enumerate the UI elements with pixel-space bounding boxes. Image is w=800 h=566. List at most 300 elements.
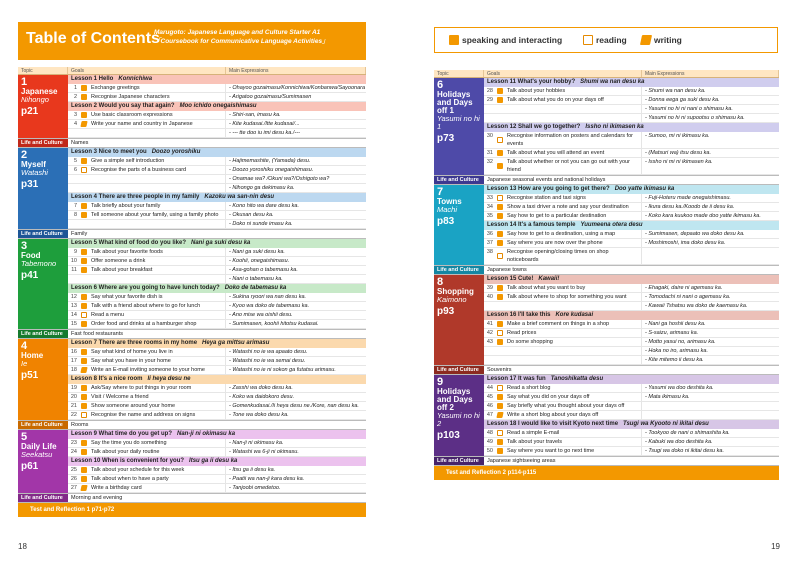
topic-japanese: Yasumi no hi 1	[437, 114, 480, 131]
goal-text: Talk about your breakfast	[89, 266, 226, 274]
topic-number: 9	[437, 376, 444, 388]
main-expression: - Kawaii Tshatsu wa doko de kaemasu ka.	[645, 303, 748, 309]
goal-text: Say how to get to a destination, using a map	[505, 230, 642, 238]
topic-japanese: Ie	[21, 359, 28, 368]
goal-icon-cell	[79, 266, 89, 274]
goal-icon-cell	[79, 184, 89, 192]
topic-number: 2	[21, 149, 28, 161]
goal-text: Say briefly what you thought about your days off	[505, 402, 642, 410]
main-expression: - Gomenkudasai./Ii heya desu ne./Kore, nan desu ka.	[229, 403, 359, 409]
main-expression: - Kono hito wa dare desu ka.	[229, 203, 300, 209]
topic-cell	[18, 239, 68, 329]
goal-text	[505, 114, 642, 122]
main-expression: - Asa-gohan o tabemasu ka.	[229, 267, 298, 273]
topic-page: p93	[437, 306, 455, 317]
goal-icon-cell	[495, 105, 505, 113]
goal-text: Say where you want to go next time	[505, 447, 642, 455]
lesson-title	[484, 185, 779, 194]
goal-number: 42	[486, 330, 493, 336]
life-and-culture-label: Life and Culture	[18, 494, 68, 502]
topic-number: 3	[21, 240, 28, 252]
main-expression: - Tanjoobi omedetoo.	[229, 485, 281, 491]
goal-row	[484, 293, 779, 302]
goal-text: Say what kind of home you live in	[89, 348, 226, 356]
goal-icon-cell	[495, 293, 505, 301]
col-expressions: Main Expressions	[642, 70, 779, 77]
lesson-title-text: Lesson 14 It's a famous temple	[487, 222, 576, 228]
toc-table-left	[18, 67, 366, 517]
topic-cell	[18, 339, 68, 420]
goal-row	[68, 302, 366, 311]
topic-number: 1	[21, 76, 28, 88]
goal-row	[68, 184, 366, 193]
col-goals: Goals	[68, 67, 226, 74]
goal-text: Use basic classroom expressions	[89, 111, 226, 119]
topic-lessons	[484, 275, 779, 365]
goal-row	[484, 284, 779, 293]
lesson-title-japanese: Ii heya desu ne	[147, 376, 191, 382]
page-number-left: 18	[18, 542, 27, 551]
lesson-title-japanese: Doo yatte ikimasu ka	[614, 186, 675, 192]
goal-number	[68, 175, 79, 183]
speaking-icon	[81, 85, 87, 91]
life-and-culture-value: Japanese seasonal events and national holidays	[487, 177, 606, 183]
goal-icon-cell	[79, 320, 89, 328]
lesson-title-japanese: Doko de tabemasu ka	[224, 285, 287, 291]
speaking-icon	[497, 321, 503, 327]
life-and-culture-value: Souvenirs	[487, 367, 512, 373]
goal-text: Talk briefly about your family	[89, 202, 226, 210]
life-and-culture-row	[434, 266, 779, 275]
goal-text	[505, 347, 642, 355]
goal-icon-cell	[79, 111, 89, 119]
goal-icon-cell	[79, 466, 89, 474]
goal-text: Exchange greetings	[89, 84, 226, 92]
lesson-title-japanese: Issho ni ikimasen ka	[585, 124, 644, 130]
lesson-title-text: Lesson 3 Nice to meet you	[71, 149, 147, 155]
goal-row	[68, 111, 366, 120]
main-expression: - Tone wa doko desu ka.	[229, 412, 289, 418]
topic-group	[18, 339, 366, 421]
topic-japanese: Nihongo	[21, 95, 49, 104]
goal-text	[505, 356, 642, 364]
goal-number: 14	[70, 312, 77, 318]
goal-row	[68, 202, 366, 211]
main-expression: - Tsugi wa doko ni ikitai desu ka.	[645, 448, 724, 454]
goal-text: Do some shopping	[505, 338, 642, 346]
legend-writing-label: writing	[654, 35, 682, 45]
lesson-title	[68, 375, 366, 384]
goal-icon-cell	[79, 84, 89, 92]
main-expression: - Ehagaki, daire ni agemasu ka.	[645, 285, 723, 291]
topic-page: p41	[21, 270, 39, 281]
goal-row	[484, 87, 779, 96]
writing-icon	[640, 35, 652, 45]
goal-row	[484, 302, 779, 311]
goal-number: 15	[70, 321, 77, 327]
main-expression: - Motto yasui no, arimasu ka.	[645, 339, 716, 345]
goal-row	[484, 194, 779, 203]
goal-row	[484, 239, 779, 248]
life-and-culture-row	[18, 330, 366, 339]
topic-group	[18, 239, 366, 330]
goal-number: 22	[70, 412, 77, 418]
reading-icon	[497, 330, 503, 336]
main-expression: - Sumimasen, koohii hitotsu kudasai.	[229, 321, 319, 327]
goal-icon-cell	[79, 384, 89, 392]
goal-row	[484, 105, 779, 114]
goal-row	[484, 447, 779, 456]
goal-row	[484, 438, 779, 447]
main-expression: - Nihongo ga dekimasu ka.	[229, 185, 295, 191]
topic-name: Daily Life	[21, 442, 57, 451]
life-and-culture-value: Fast food restaurants	[71, 331, 123, 337]
goal-row	[484, 158, 779, 175]
main-expression: - Sumoo, mi ni ikimasu ka.	[645, 133, 710, 139]
lesson-title-japanese: Heya ga mittsu arimasu	[202, 340, 270, 346]
reading-icon	[497, 385, 503, 391]
goal-icon-cell	[495, 302, 505, 310]
goal-row	[68, 93, 366, 102]
speaking-icon	[81, 358, 87, 364]
subtitle-line-2: 「Coursebook for Communicative Language Activities」	[154, 38, 329, 45]
goal-icon-cell	[79, 448, 89, 456]
speaking-icon	[81, 258, 87, 264]
main-expression: - Issho ni mi ni ikimasen ka.	[645, 159, 713, 165]
goal-row	[68, 402, 366, 411]
life-and-culture-row	[18, 230, 366, 239]
life-and-culture-row	[434, 457, 779, 466]
goal-icon-cell	[495, 429, 505, 437]
goal-row	[68, 275, 366, 284]
goal-text: Make a brief comment on things in a shop	[505, 320, 642, 328]
goal-icon-cell	[79, 293, 89, 301]
goal-text: Talk about when to have a party	[89, 475, 226, 483]
goal-row	[484, 203, 779, 212]
main-expression: - Sumimasen, depaato wa doko desu ka.	[645, 231, 745, 237]
speaking-icon	[81, 294, 87, 300]
goal-icon-cell	[495, 239, 505, 247]
goal-number: 6	[73, 167, 77, 173]
goal-text: Recognise Japanese characters	[89, 93, 226, 101]
reading-icon	[497, 430, 503, 436]
lesson-title-japanese: Nan-ji ni okimasu ka	[177, 431, 236, 437]
lesson-title-japanese: Kore kudasai	[555, 312, 594, 318]
lesson-title-text: Lesson 2 Would you say that again?	[71, 103, 175, 109]
reading-icon	[81, 412, 87, 418]
lesson-title-text: Lesson 1 Hello	[71, 76, 114, 82]
speaking-icon	[497, 97, 503, 103]
writing-icon	[80, 485, 87, 491]
goal-text: Ask/Say where to put things in your room	[89, 384, 226, 392]
goal-text: Say how to get to a particular destination	[505, 212, 642, 220]
topic-name: Shopping	[437, 287, 474, 296]
main-expression	[642, 411, 779, 419]
goal-icon-cell	[79, 393, 89, 401]
goal-text: Say what your favorite dish is	[89, 293, 226, 301]
goal-text: Write an E-mail inviting someone to your home	[89, 366, 226, 374]
speaking-icon	[497, 163, 503, 169]
goal-row	[484, 347, 779, 356]
lesson-title-text: Lesson 6 Where are you going to have lunch today?	[71, 285, 220, 291]
life-and-culture-label: Life and Culture	[434, 366, 484, 374]
goal-icon-cell	[79, 157, 89, 165]
main-expression: - Koohii, onegaishimasu.	[229, 258, 290, 264]
speaking-icon	[81, 394, 87, 400]
goal-row	[68, 311, 366, 320]
main-expression: - Watashi no ie ni sokon ga futatsu arimasu.	[229, 367, 336, 373]
topic-number: 6	[437, 79, 444, 91]
test-and-reflection[interactable]: Test and Reflection 1 p71-p72	[18, 503, 366, 517]
main-expression: - Nani ga suki desu ka.	[229, 249, 285, 255]
goal-row	[68, 448, 366, 457]
main-expression: - Nani o tabemasu ka.	[229, 276, 283, 282]
goal-icon-cell	[79, 120, 89, 128]
goal-text: Recognise the parts of a business card	[89, 166, 226, 174]
speaking-icon	[81, 249, 87, 255]
goal-row	[68, 166, 366, 175]
goal-number: 40	[486, 294, 493, 300]
life-and-culture-value: Names	[71, 140, 89, 146]
goal-number: 24	[70, 449, 77, 455]
main-expression: - Moshimoshi, ima doko desu ka.	[645, 240, 726, 246]
speaking-icon	[81, 321, 87, 327]
topic-group	[18, 148, 366, 230]
goal-icon-cell	[79, 475, 89, 483]
main-expression: - S-saizu, arimasu ka.	[645, 330, 699, 336]
lesson-title-text: Lesson 4 There are three people in my family	[71, 194, 200, 200]
goal-icon-cell	[79, 302, 89, 310]
reading-icon	[497, 253, 503, 259]
goal-number: 25	[70, 467, 77, 473]
col-goals: Goals	[484, 70, 642, 77]
main-expression: - (Matsuri wa) itsu desu ka.	[645, 150, 712, 156]
goal-text: Recognise station and taxi signs	[505, 194, 642, 202]
topic-name: Food	[21, 251, 41, 260]
goal-icon-cell	[79, 411, 89, 419]
main-expression: - Kite kudasai./Itte kudasai/...	[229, 121, 300, 127]
goal-icon-cell	[79, 311, 89, 319]
goal-number: 46	[486, 403, 493, 409]
goal-text: Write a short blog about your days off	[505, 411, 642, 419]
goal-text: Talk about your travels	[505, 438, 642, 446]
lesson-title-text: Lesson 18 I would like to visit Kyoto next time	[487, 421, 619, 427]
goal-row	[484, 132, 779, 149]
col-expressions: Main Expressions	[226, 67, 366, 74]
goal-row	[68, 84, 366, 93]
lesson-title-text: Lesson 9 What time do you get up?	[71, 431, 173, 437]
goal-text: Recognise information on posters and calendars for events	[505, 132, 642, 148]
main-expression: - Ikura desu ka./Koodo de ii desu ka.	[645, 204, 735, 210]
writing-icon	[496, 412, 503, 418]
lesson-title	[68, 284, 366, 293]
topic-lessons	[68, 339, 366, 420]
goal-number: 49	[486, 439, 493, 445]
goal-row	[68, 129, 366, 138]
goal-row	[68, 439, 366, 448]
goal-number	[484, 302, 495, 310]
goal-icon-cell	[79, 202, 89, 210]
goal-text: Visit / Welcome a friend	[89, 393, 226, 401]
main-expression: - Nan-ji ni okimasu ka.	[229, 440, 284, 446]
goal-row	[68, 257, 366, 266]
lesson-title	[484, 123, 779, 132]
goal-icon-cell	[495, 149, 505, 157]
main-expression: - Onamae wa? /Okuni wa?/Oshigoto wa?	[229, 176, 330, 182]
goal-row	[484, 411, 779, 420]
speaking-icon	[497, 231, 503, 237]
topic-japanese: Yasumi no hi 2	[437, 411, 480, 428]
goal-text	[89, 275, 226, 283]
speaking-icon	[81, 158, 87, 164]
goal-number: 2	[73, 94, 77, 100]
main-expression: - Shumi wa nan desu ka.	[645, 88, 706, 94]
goal-number	[68, 184, 79, 192]
goal-number: 10	[70, 258, 77, 264]
topic-lessons	[68, 430, 366, 493]
lesson-title-text: Lesson 13 How are you going to get there?	[487, 186, 610, 192]
goal-row	[68, 120, 366, 129]
lesson-title-japanese: Nani ga suki desu ka	[191, 240, 251, 246]
life-and-culture-label: Life and Culture	[18, 139, 68, 147]
main-expression: - Watashi no ie wa apaato desu.	[229, 349, 308, 355]
topic-name: Japanese	[21, 87, 58, 96]
goal-icon-cell	[495, 384, 505, 392]
legend-speaking-label: speaking and interacting	[462, 35, 563, 45]
life-and-culture-label: Life and Culture	[18, 230, 68, 238]
lesson-title	[68, 339, 366, 348]
topic-japanese: Kaimono	[437, 295, 467, 304]
speaking-icon	[497, 88, 503, 94]
test-and-reflection[interactable]: Test and Reflection 2 p114-p115	[434, 466, 779, 480]
topic-japanese: Tabemono	[21, 259, 57, 268]
goal-number: 41	[486, 321, 493, 327]
goal-number: 30	[486, 133, 493, 139]
goal-number: 47	[486, 412, 493, 418]
goal-icon-cell	[495, 347, 505, 355]
goal-text: Talk with a friend about where to go for lunch	[89, 302, 226, 310]
toc-table-right	[434, 70, 779, 480]
goal-number: 13	[70, 303, 77, 309]
goal-text: Recognise opening/closing times on shop noticeboards	[505, 248, 642, 264]
topic-name: Myself	[21, 160, 46, 169]
topic-number: 5	[21, 431, 28, 443]
goal-number: 8	[73, 212, 77, 218]
goal-text	[89, 175, 226, 183]
goal-number	[484, 347, 495, 355]
main-expression: - Kite mitemo ii desu ka.	[645, 357, 704, 363]
goal-number: 38	[486, 249, 493, 255]
goal-number: 19	[70, 385, 77, 391]
goal-icon-cell	[79, 220, 89, 228]
goal-number: 4	[73, 121, 77, 127]
icon-legend	[434, 27, 778, 53]
main-expression	[642, 402, 779, 410]
goal-icon-cell	[495, 329, 505, 337]
life-and-culture-value: Morning and evening	[71, 495, 123, 501]
topic-name: Towns	[437, 197, 462, 206]
topic-japanese: Watashi	[21, 168, 48, 177]
lesson-title-japanese: Itsu ga ii desu ka	[189, 458, 238, 464]
main-expression: - Ano mise wa oishii desu.	[229, 312, 293, 318]
main-expression: - Arigatoo gozaimasu/Sumimasen	[229, 94, 312, 100]
goal-icon-cell	[79, 366, 89, 374]
goal-row	[68, 393, 366, 402]
lesson-title-japanese: Tanoshikatta desu	[550, 376, 604, 382]
goal-row	[68, 320, 366, 329]
goal-icon-cell	[495, 356, 505, 364]
topic-group	[434, 78, 779, 176]
lesson-title-text: Lesson 12 Shall we go together?	[487, 124, 581, 130]
goal-text	[505, 105, 642, 113]
goal-icon-cell	[79, 248, 89, 256]
goal-row	[68, 266, 366, 275]
goal-row	[68, 366, 366, 375]
life-and-culture-row	[18, 421, 366, 430]
goal-row	[484, 114, 779, 123]
goal-icon-cell	[79, 166, 89, 174]
goal-row	[68, 293, 366, 302]
speaking-icon	[497, 448, 503, 454]
subtitle-line-1: Marugoto: Japanese Language and Culture Starter A1	[154, 29, 321, 36]
goal-text: Say where you are now over the phone	[505, 239, 642, 247]
goal-row	[484, 402, 779, 411]
main-expression: - Nani ga hoshii desu ka.	[645, 321, 706, 327]
lesson-title-text: Lesson 16 I'll take this	[487, 312, 551, 318]
topic-number: 7	[437, 186, 444, 198]
goal-text: Say the time you do something	[89, 439, 226, 447]
main-expression: - Mata ikimasu ka.	[645, 394, 690, 400]
topic-cell	[434, 185, 484, 265]
goal-icon-cell	[495, 438, 505, 446]
lesson-title	[484, 375, 779, 384]
topic-cell	[434, 275, 484, 365]
goal-icon-cell	[495, 338, 505, 346]
life-and-culture-label: Life and Culture	[18, 330, 68, 338]
speaking-icon	[81, 267, 87, 273]
lesson-title	[68, 239, 366, 248]
speaking-icon	[497, 294, 503, 300]
goal-icon-cell	[495, 230, 505, 238]
speaking-icon	[81, 385, 87, 391]
legend-reading-label: reading	[596, 35, 627, 45]
goal-row	[68, 475, 366, 484]
lesson-title	[68, 193, 366, 202]
goal-icon-cell	[495, 158, 505, 174]
goal-number	[68, 275, 79, 283]
life-and-culture-row	[434, 366, 779, 375]
goal-icon-cell	[79, 484, 89, 492]
main-expression: - Paatii wa nan-ji kara desu ka.	[229, 476, 305, 482]
goal-icon-cell	[79, 275, 89, 283]
topic-page: p21	[21, 106, 39, 117]
speaking-icon	[497, 439, 503, 445]
lesson-title-text: Lesson 11 What's your hobby?	[487, 79, 576, 85]
goal-icon-cell	[79, 402, 89, 410]
goal-icon-cell	[495, 212, 505, 220]
lesson-title-japanese: Doozo yoroshiku	[151, 149, 201, 155]
goal-text: Read a menu	[89, 311, 226, 319]
goal-number: 28	[486, 88, 493, 94]
goal-number	[68, 129, 79, 137]
lesson-title-japanese: Yuumeena otera desu	[580, 222, 643, 228]
goal-text: Read a short blog	[505, 384, 642, 392]
lesson-title-text: Lesson 15 Cute!	[487, 276, 534, 282]
goal-icon-cell	[495, 114, 505, 122]
reading-icon	[497, 137, 503, 143]
life-and-culture-value: Family	[71, 231, 88, 237]
main-expression: - Yasumi wa doo deshita ka.	[645, 385, 714, 391]
